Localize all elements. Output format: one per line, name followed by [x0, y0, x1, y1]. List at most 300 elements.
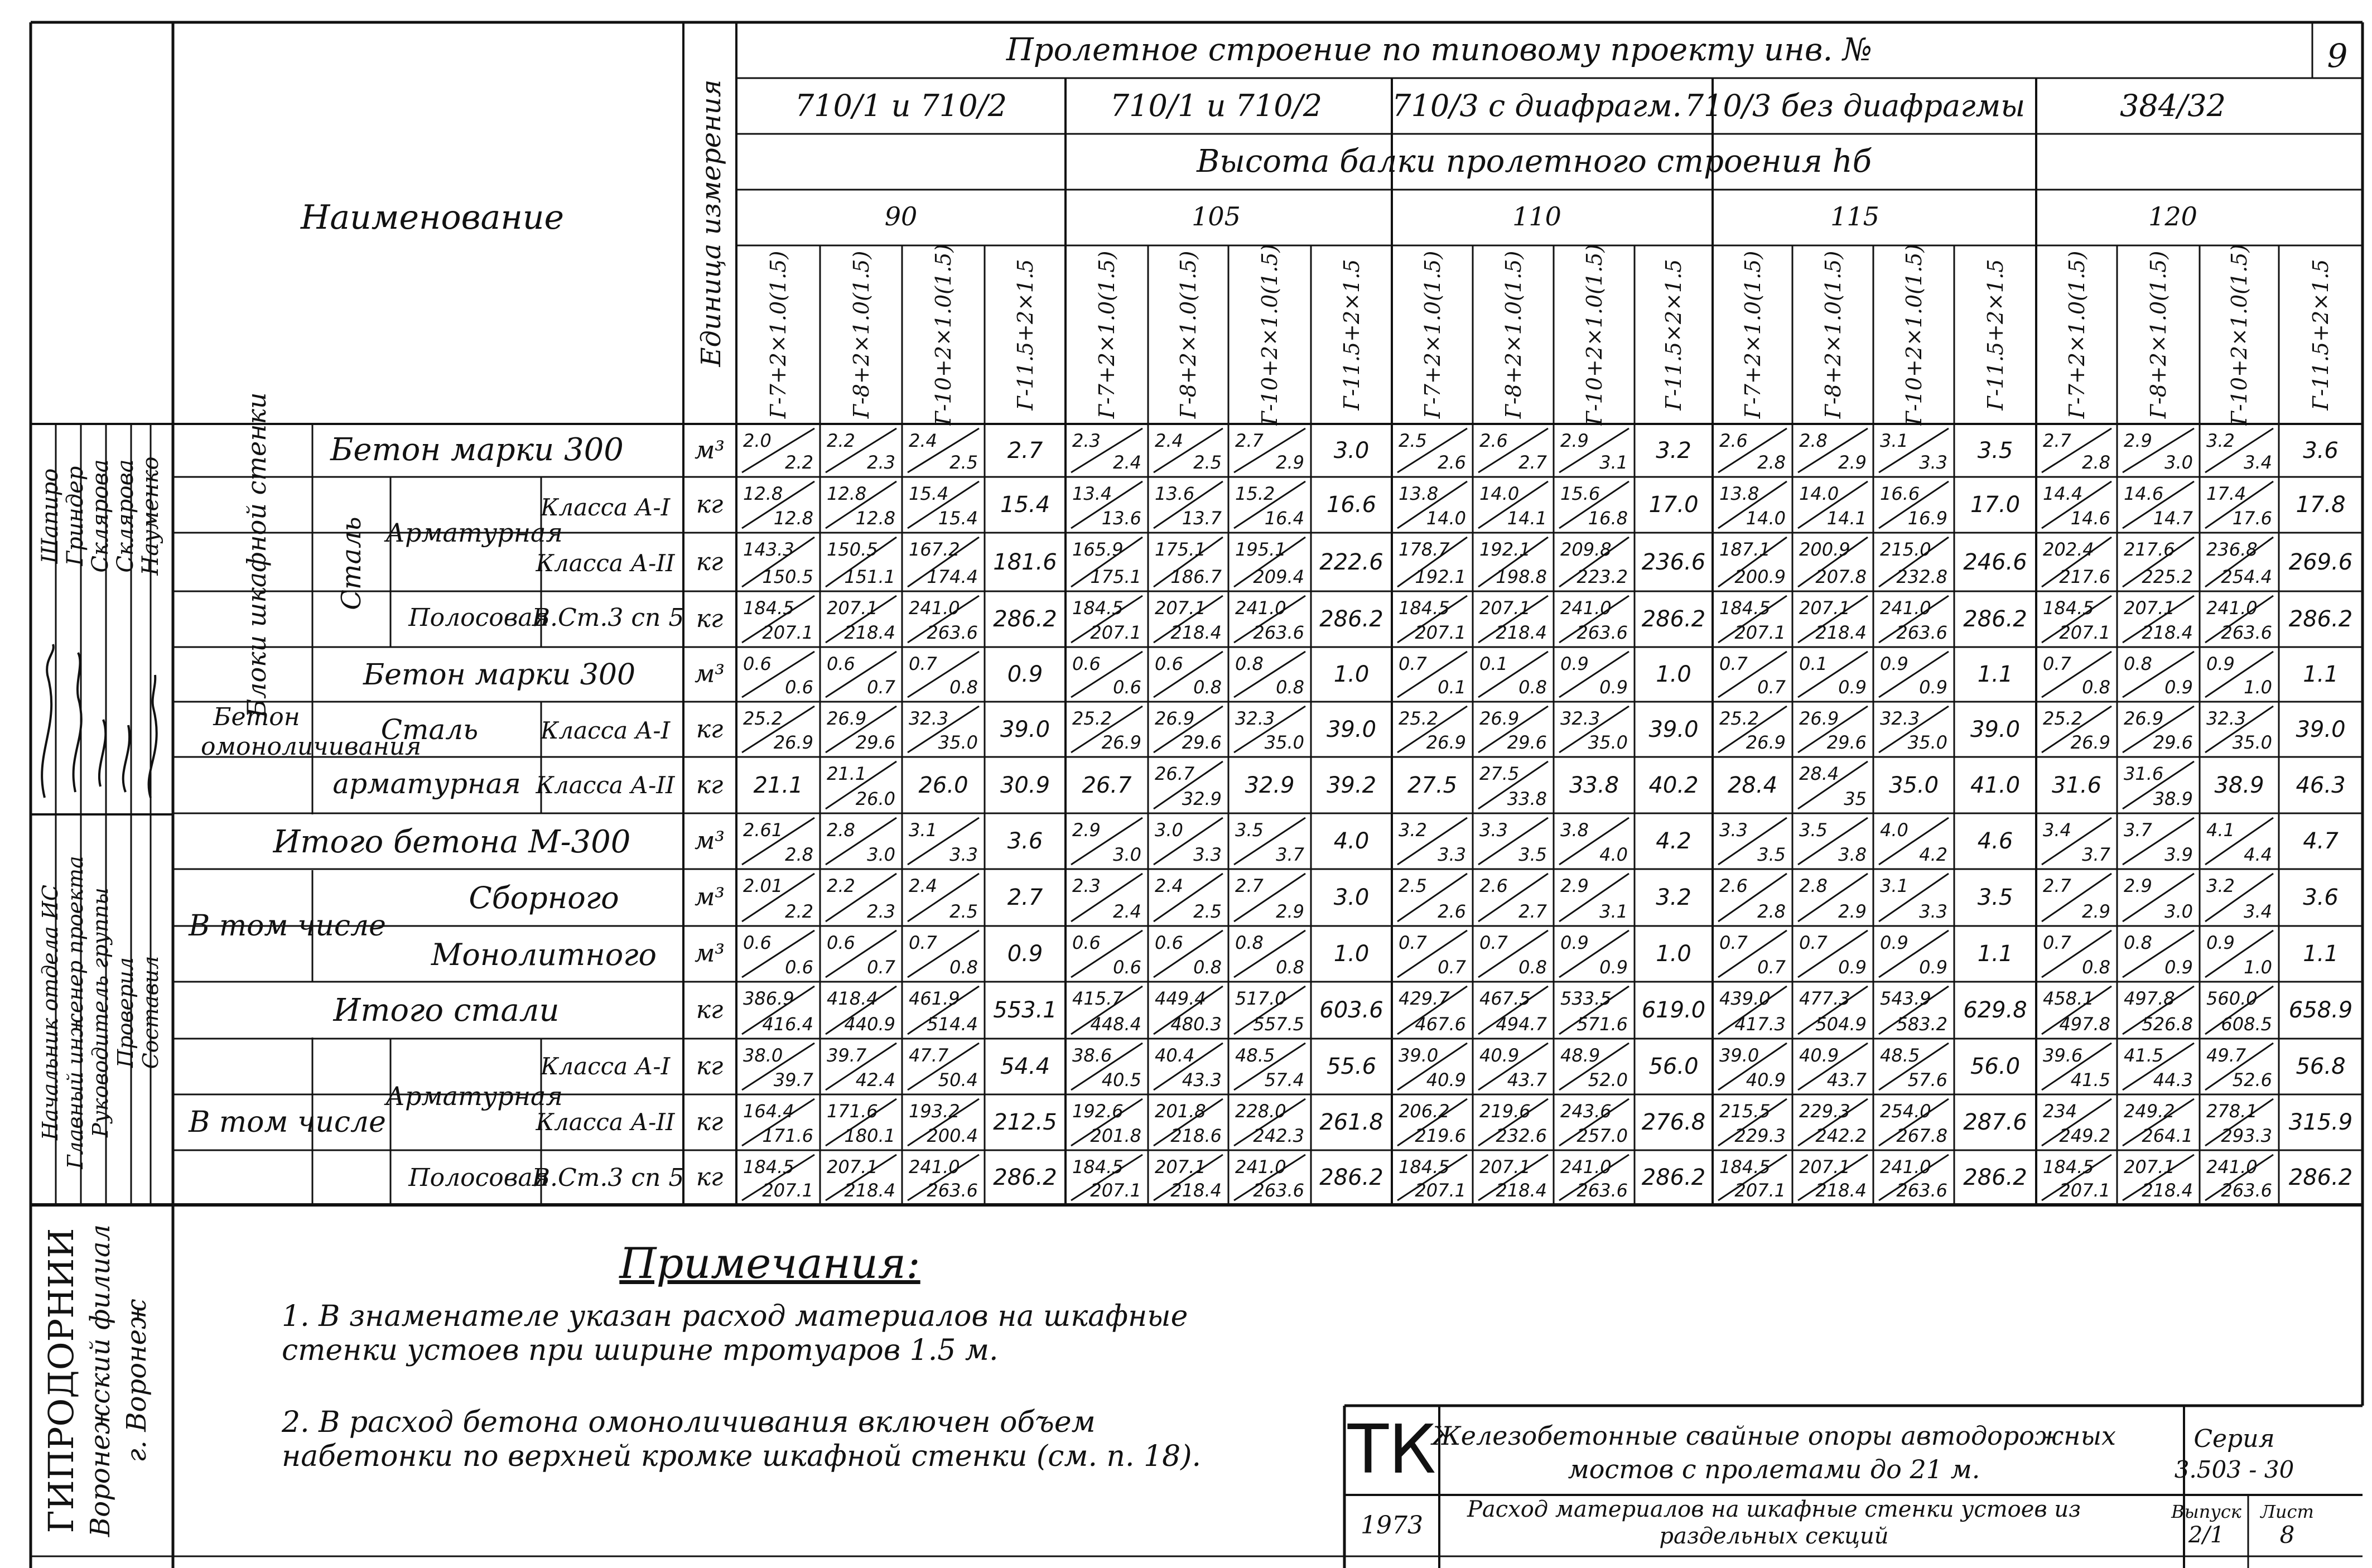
cell-numerator: 2.9	[1560, 430, 1589, 451]
cell-value: 15.4	[1000, 492, 1050, 518]
cell-numerator: 13.8	[1399, 483, 1439, 504]
cell-numerator: 0.6	[743, 932, 772, 953]
cell-numerator: 0.7	[1799, 932, 1828, 953]
cell-numerator: 3.3	[1479, 819, 1508, 841]
cell-value: 2.7	[1007, 885, 1043, 910]
cell-denominator: 29.6	[1826, 732, 1867, 753]
cell-value: 1.1	[1977, 662, 2013, 687]
cell-numerator: 241.0	[1880, 1156, 1931, 1178]
cell-numerator: 38.6	[1072, 1045, 1112, 1066]
cell-denominator: 264.1	[2142, 1125, 2193, 1146]
cell-denominator: 207.1	[1415, 622, 1466, 643]
role-0: Начальник отдела ИС	[38, 885, 62, 1140]
cell-numerator: 2.9	[1560, 875, 1589, 896]
klass-a2-label-2: Класса А-II	[536, 771, 675, 799]
cell-denominator: 0.9	[1919, 677, 1947, 698]
vst3-label-1: В.Ст.3 сп 5	[532, 604, 684, 632]
unit-cell: кг	[696, 1052, 724, 1080]
cell-numerator: 15.6	[1560, 483, 1600, 504]
cell-numerator: 0.7	[2043, 932, 2071, 953]
cell-value: 38.9	[2214, 772, 2264, 798]
cell-denominator: 440.9	[844, 1014, 895, 1035]
cell-numerator: 0.8	[2124, 932, 2152, 953]
cell-denominator: 14.1	[1826, 508, 1867, 529]
cell-numerator: 25.2	[1719, 708, 1759, 729]
cell-numerator: 25.2	[2043, 708, 2083, 729]
cell-denominator: 40.9	[1746, 1069, 1786, 1091]
cell-denominator: 207.1	[2059, 1180, 2110, 1201]
cell-denominator: 0.8	[1518, 677, 1547, 698]
cell-denominator: 0.6	[1113, 677, 1141, 698]
cell-value: 3.6	[2303, 885, 2339, 910]
cell-value: 1.0	[1333, 662, 1370, 687]
cell-denominator: 480.3	[1170, 1014, 1222, 1035]
cell-denominator: 417.3	[1734, 1014, 1786, 1035]
cell-numerator: 165.9	[1072, 539, 1124, 560]
column-header: Г-10+2×1.0(1.5)	[1901, 244, 1926, 426]
cell-denominator: 218.4	[1170, 622, 1222, 643]
cell-value: 1.1	[1977, 941, 2013, 967]
cell-denominator: 33.8	[1507, 788, 1547, 809]
cell-value: 16.6	[1326, 492, 1377, 518]
cell-denominator: 0.9	[1599, 677, 1628, 698]
role-3: Проверил	[113, 957, 138, 1068]
cell-numerator: 241.0	[2206, 1156, 2258, 1178]
cell-denominator: 0.1	[1438, 677, 1466, 698]
cell-numerator: 187.1	[1719, 539, 1771, 560]
cell-denominator: 15.4	[938, 508, 978, 529]
cell-numerator: 202.4	[2043, 539, 2094, 560]
unit-cell: кг	[696, 547, 724, 576]
height-0: 90	[884, 201, 918, 231]
cell-numerator: 207.1	[1799, 1156, 1850, 1178]
cell-denominator: 218.4	[1170, 1180, 1222, 1201]
cell-numerator: 25.2	[743, 708, 783, 729]
cell-denominator: 3.7	[1276, 844, 1304, 865]
cell-numerator: 418.4	[827, 988, 878, 1009]
cell-value: 276.8	[1641, 1109, 1706, 1135]
cell-denominator: 26.9	[1746, 732, 1786, 753]
cell-value: 39.0	[1648, 716, 1699, 742]
cell-numerator: 2.2	[827, 875, 855, 896]
cell-numerator: 3.5	[1235, 819, 1264, 841]
cell-numerator: 150.5	[827, 539, 878, 560]
cell-value: 35.0	[1888, 772, 1939, 798]
cell-value: 33.8	[1569, 772, 1619, 798]
cell-denominator: 0.6	[1113, 957, 1141, 978]
cell-value: 286.2	[2288, 606, 2353, 632]
cell-denominator: 16.4	[1264, 508, 1304, 529]
cell-numerator: 13.4	[1072, 483, 1112, 504]
cell-denominator: 467.6	[1415, 1014, 1466, 1035]
cell-denominator: 2.8	[785, 844, 813, 865]
cell-numerator: 3.2	[2206, 430, 2235, 451]
name-0: Шапиро	[37, 468, 63, 564]
cell-value: 3.6	[1007, 828, 1043, 854]
cell-denominator: 4.2	[1919, 844, 1947, 865]
cell-numerator: 219.6	[1479, 1101, 1531, 1122]
cell-denominator: 186.7	[1170, 566, 1222, 587]
cell-value: 212.5	[993, 1109, 1057, 1135]
cell-numerator: 2.2	[827, 430, 855, 451]
cell-denominator: 263.6	[1253, 622, 1304, 643]
cell-value: 658.9	[2288, 997, 2353, 1023]
unit-header: Единица измерения	[696, 79, 727, 367]
cell-numerator: 0.1	[1799, 653, 1828, 674]
cell-numerator: 2.7	[1235, 875, 1264, 896]
cell-denominator: 497.8	[2059, 1014, 2110, 1035]
cell-numerator: 206.2	[1399, 1101, 1450, 1122]
cell-value: 286.2	[1963, 1165, 2027, 1190]
cell-numerator: 32.3	[909, 708, 949, 729]
cell-numerator: 2.8	[1799, 875, 1828, 896]
cell-numerator: 560.0	[2206, 988, 2258, 1009]
cell-value: 286.2	[1641, 606, 1706, 632]
cell-numerator: 207.1	[827, 1156, 878, 1178]
cell-denominator: 2.8	[1757, 452, 1786, 473]
project-4: 384/32	[2120, 88, 2226, 123]
cell-numerator: 2.7	[2043, 875, 2071, 896]
cell-denominator: 2.3	[867, 901, 895, 922]
cell-numerator: 254.0	[1880, 1101, 1931, 1122]
cell-denominator: 41.5	[2070, 1069, 2110, 1091]
cell-value: 41.0	[1970, 772, 2021, 798]
cell-denominator: 14.6	[2070, 508, 2110, 529]
cell-numerator: 415.7	[1072, 988, 1124, 1009]
beton-300-label-2: Бетон марки 300	[363, 658, 636, 692]
cell-numerator: 3.2	[2206, 875, 2235, 896]
cell-numerator: 184.5	[1072, 597, 1124, 619]
cell-denominator: 219.6	[1415, 1125, 1466, 1146]
cell-numerator: 0.7	[1479, 932, 1508, 953]
cell-numerator: 14.4	[2043, 483, 2083, 504]
cell-numerator: 195.1	[1235, 539, 1286, 560]
cell-value: 56.8	[2296, 1054, 2346, 1079]
cell-denominator: 207.1	[762, 1180, 813, 1201]
cell-value: 26.0	[918, 772, 968, 798]
cell-numerator: 2.01	[743, 875, 783, 896]
cell-numerator: 17.4	[2206, 483, 2246, 504]
cell-numerator: 167.2	[909, 539, 960, 560]
column-header: Г-11.5+2×1.5	[1339, 259, 1364, 411]
cell-numerator: 0.9	[1880, 932, 1908, 953]
cell-denominator: 3.3	[1919, 452, 1947, 473]
cell-denominator: 40.5	[1101, 1069, 1141, 1091]
cell-numerator: 2.9	[2124, 875, 2152, 896]
cell-numerator: 0.1	[1479, 653, 1508, 674]
cell-value: 603.6	[1319, 997, 1383, 1023]
cell-denominator: 150.5	[762, 566, 813, 587]
cell-denominator: 2.6	[1438, 452, 1466, 473]
stal-arm-label-1: Сталь	[380, 713, 479, 746]
cell-denominator: 448.4	[1090, 1014, 1141, 1035]
cell-denominator: 218.4	[844, 622, 895, 643]
cell-numerator: 193.2	[909, 1101, 960, 1122]
cell-value: 0.9	[1007, 662, 1043, 687]
cell-denominator: 218.4	[844, 1180, 895, 1201]
cell-numerator: 3.3	[1719, 819, 1748, 841]
cell-value: 3.0	[1333, 437, 1370, 464]
cell-denominator: 229.3	[1734, 1125, 1786, 1146]
cell-denominator: 50.4	[938, 1069, 978, 1091]
klass-a1-label-1: Класса А-I	[540, 494, 671, 521]
cell-numerator: 2.8	[1799, 430, 1828, 451]
klass-a1-label-3: Класса А-I	[540, 1053, 671, 1080]
cell-denominator: 29.6	[855, 732, 895, 753]
cell-denominator: 249.2	[2059, 1125, 2110, 1146]
height-4: 120	[2148, 201, 2197, 231]
cell-denominator: 35.0	[938, 732, 978, 753]
cell-denominator: 175.1	[1090, 566, 1141, 587]
cell-denominator: 192.1	[1415, 566, 1466, 587]
cell-numerator: 184.5	[743, 1156, 794, 1178]
name-4: Науменко	[138, 456, 163, 576]
cell-numerator: 2.4	[1155, 875, 1183, 896]
column-header: Г-10+2×1.0(1.5)	[931, 244, 956, 426]
cell-numerator: 229.3	[1799, 1101, 1850, 1122]
cell-numerator: 40.9	[1479, 1045, 1520, 1066]
cell-value: 54.4	[1000, 1054, 1050, 1079]
cell-numerator: 241.0	[909, 597, 960, 619]
cell-numerator: 26.9	[827, 708, 867, 729]
cell-denominator: 608.5	[2221, 1014, 2272, 1035]
cell-numerator: 40.9	[1799, 1045, 1839, 1066]
cell-value: 236.6	[1641, 549, 1706, 575]
cell-value: 4.6	[1977, 828, 2013, 854]
cell-value: 286.2	[1963, 606, 2027, 632]
cell-numerator: 12.8	[827, 483, 867, 504]
cell-value: 315.9	[2288, 1109, 2353, 1135]
cell-denominator: 0.8	[2082, 677, 2110, 698]
cell-denominator: 26.0	[855, 788, 895, 809]
column-header: Г-7+2×1.0(1.5)	[1420, 250, 1445, 419]
cell-denominator: 2.6	[1438, 901, 1466, 922]
cell-denominator: 42.4	[855, 1069, 895, 1091]
cell-denominator: 29.6	[2153, 732, 2193, 753]
column-header: Г-11.5+2×1.5	[1983, 259, 2008, 411]
cell-numerator: 0.9	[1560, 653, 1589, 674]
unit-cell: кг	[696, 770, 724, 799]
cell-numerator: 249.2	[2124, 1101, 2175, 1122]
tk-logo: ТК	[1347, 1411, 1436, 1489]
cell-value: 1.0	[1656, 662, 1691, 687]
cell-denominator: 218.4	[1496, 622, 1547, 643]
cell-numerator: 241.0	[1235, 597, 1286, 619]
cell-numerator: 3.0	[1155, 819, 1183, 841]
cell-numerator: 439.0	[1719, 988, 1771, 1009]
cell-numerator: 200.9	[1799, 539, 1850, 560]
cell-numerator: 39.7	[827, 1045, 867, 1066]
cell-numerator: 241.0	[1560, 597, 1612, 619]
cell-numerator: 41.5	[2124, 1045, 2164, 1066]
series-label: Серия	[2193, 1425, 2275, 1453]
cell-numerator: 386.9	[743, 988, 794, 1009]
cell-numerator: 178.7	[1399, 539, 1450, 560]
cell-value: 4.2	[1656, 828, 1691, 854]
cell-numerator: 207.1	[827, 597, 878, 619]
cell-numerator: 32.3	[1880, 708, 1920, 729]
cell-denominator: 26.9	[773, 732, 813, 753]
cell-numerator: 3.7	[2124, 819, 2152, 841]
klass-a2-label-3: Класса А-II	[536, 1108, 675, 1136]
cell-numerator: 207.1	[1479, 597, 1531, 619]
cell-denominator: 263.6	[2221, 622, 2272, 643]
cell-numerator: 0.7	[1719, 932, 1748, 953]
cell-denominator: 12.8	[773, 508, 813, 529]
cell-denominator: 2.8	[2082, 452, 2110, 473]
cell-value: 3.5	[1977, 437, 2013, 464]
cell-numerator: 3.1	[1880, 430, 1908, 451]
cell-numerator: 184.5	[2043, 1156, 2094, 1178]
cell-numerator: 175.1	[1155, 539, 1206, 560]
cell-denominator: 35.0	[1264, 732, 1304, 753]
unit-cell: м³	[694, 939, 725, 968]
cell-value: 287.6	[1963, 1109, 2027, 1135]
cell-numerator: 14.0	[1479, 483, 1520, 504]
column-header: Г-7+2×1.0(1.5)	[2064, 250, 2089, 419]
cell-numerator: 241.0	[909, 1156, 960, 1178]
cell-numerator: 517.0	[1235, 988, 1286, 1009]
unit-cell: кг	[696, 605, 724, 633]
cell-denominator: 2.7	[1518, 452, 1547, 473]
cell-numerator: 0.6	[1072, 932, 1101, 953]
cell-numerator: 31.6	[2124, 763, 2164, 784]
cell-denominator: 1.0	[2244, 957, 2272, 978]
cell-denominator: 0.8	[1518, 957, 1547, 978]
cell-denominator: 504.9	[1815, 1014, 1867, 1035]
cell-denominator: 14.7	[2153, 508, 2193, 529]
cell-denominator: 218.4	[2142, 622, 2193, 643]
cell-denominator: 242.2	[1815, 1125, 1867, 1146]
cell-value: 56.0	[1970, 1054, 2021, 1079]
cell-denominator: 2.9	[1838, 452, 1867, 473]
cell-denominator: 218.6	[1170, 1125, 1222, 1146]
cell-numerator: 0.6	[1155, 932, 1183, 953]
cell-denominator: 3.5	[1757, 844, 1786, 865]
cell-numerator: 3.5	[1799, 819, 1828, 841]
cell-denominator: 263.6	[927, 622, 978, 643]
name-2: Склярова	[88, 459, 113, 573]
cell-denominator: 242.3	[1253, 1125, 1304, 1146]
monolitnogo-label: Монолитного	[431, 937, 657, 972]
cell-numerator: 26.9	[1155, 708, 1195, 729]
cell-denominator: 263.6	[1253, 1180, 1304, 1201]
cell-denominator: 3.0	[2164, 901, 2193, 922]
cell-numerator: 2.61	[743, 819, 783, 841]
cell-numerator: 2.6	[1719, 430, 1748, 451]
org-city: г. Воронеж	[121, 1299, 152, 1463]
beton-omon-label: Бетон омоноличивания	[201, 703, 422, 761]
cell-value: 286.2	[1319, 1165, 1383, 1190]
cell-numerator: 32.3	[2206, 708, 2246, 729]
cell-value: 246.6	[1963, 549, 2027, 575]
cell-value: 3.6	[2303, 437, 2339, 464]
cell-denominator: 1.0	[2244, 677, 2272, 698]
height-1: 105	[1192, 201, 1241, 231]
cell-value: 286.2	[993, 606, 1057, 632]
cell-value: 39.2	[1326, 772, 1377, 798]
polosovaya-label-2: Полосовая	[408, 1164, 549, 1192]
height-3: 115	[1830, 201, 1879, 231]
cell-numerator: 0.7	[1399, 653, 1427, 674]
cell-value: 222.6	[1319, 549, 1383, 575]
cell-numerator: 184.5	[1399, 597, 1450, 619]
cell-numerator: 2.6	[1719, 875, 1748, 896]
bloki-label: Блоки шкафной стенки	[242, 392, 272, 718]
cell-value: 28.4	[1727, 772, 1778, 798]
cell-numerator: 184.5	[1399, 1156, 1450, 1178]
cell-numerator: 0.9	[2206, 932, 2235, 953]
cell-denominator: 263.6	[1896, 1180, 1947, 1201]
v-tom-chisle-label-2: В том числе	[189, 1106, 386, 1139]
cell-denominator: 0.8	[1276, 957, 1304, 978]
cell-denominator: 0.6	[785, 957, 813, 978]
unit-cell: кг	[696, 715, 724, 744]
column-header: Г-11.5+2×1.5	[2308, 259, 2333, 411]
cell-numerator: 39.6	[2043, 1045, 2083, 1066]
cell-value: 3.2	[1656, 885, 1691, 910]
cell-numerator: 201.8	[1155, 1101, 1206, 1122]
cell-denominator: 43.7	[1826, 1069, 1867, 1091]
cell-denominator: 571.6	[1576, 1014, 1628, 1035]
cell-value: 269.6	[2288, 549, 2353, 575]
cell-value: 55.6	[1326, 1054, 1377, 1079]
cell-denominator: 2.5	[949, 901, 978, 922]
cell-numerator: 0.9	[1560, 932, 1589, 953]
cell-numerator: 47.7	[909, 1045, 949, 1066]
cell-denominator: 2.5	[1193, 452, 1222, 473]
cell-denominator: 2.9	[1276, 901, 1304, 922]
height-2: 110	[1512, 201, 1561, 231]
cell-denominator: 151.1	[844, 566, 895, 587]
cell-value: 17.0	[1648, 492, 1699, 518]
cell-value: 629.8	[1963, 997, 2027, 1023]
cell-denominator: 17.6	[2232, 508, 2272, 529]
cell-value: 1.0	[1656, 941, 1691, 967]
cell-numerator: 171.6	[827, 1101, 878, 1122]
cell-numerator: 21.1	[827, 763, 867, 784]
cell-numerator: 234	[2043, 1101, 2077, 1122]
cell-denominator: 3.7	[2082, 844, 2110, 865]
cell-numerator: 39.0	[1399, 1045, 1439, 1066]
cell-numerator: 2.6	[1479, 875, 1508, 896]
cell-denominator: 3.5	[1518, 844, 1547, 865]
cell-denominator: 2.9	[2082, 901, 2110, 922]
cell-denominator: 3.4	[2244, 901, 2272, 922]
cell-value: 181.6	[993, 549, 1057, 575]
cell-denominator: 29.6	[1507, 732, 1547, 753]
cell-denominator: 218.4	[1815, 1180, 1867, 1201]
cell-denominator: 207.8	[1815, 566, 1867, 587]
unit-cell: кг	[696, 1163, 724, 1191]
cell-denominator: 14.0	[1746, 508, 1786, 529]
cell-denominator: 0.8	[1193, 957, 1222, 978]
role-2: Руководитель группы	[88, 887, 113, 1137]
cell-denominator: 2.5	[949, 452, 978, 473]
cell-numerator: 14.6	[2124, 483, 2164, 504]
naimenovanie-header: Наименование	[300, 198, 565, 237]
cell-denominator: 3.3	[1193, 844, 1222, 865]
cell-numerator: 2.5	[1399, 875, 1427, 896]
cell-numerator: 2.4	[909, 875, 937, 896]
itogo-betona-label: Итого бетона М-300	[273, 824, 631, 860]
cell-value: 4.0	[1333, 828, 1370, 854]
cell-value: 619.0	[1641, 997, 1706, 1023]
cell-denominator: 263.6	[927, 1180, 978, 1201]
unit-cell: кг	[696, 490, 724, 519]
cell-numerator: 192.6	[1072, 1101, 1124, 1122]
cell-denominator: 218.4	[2142, 1180, 2193, 1201]
